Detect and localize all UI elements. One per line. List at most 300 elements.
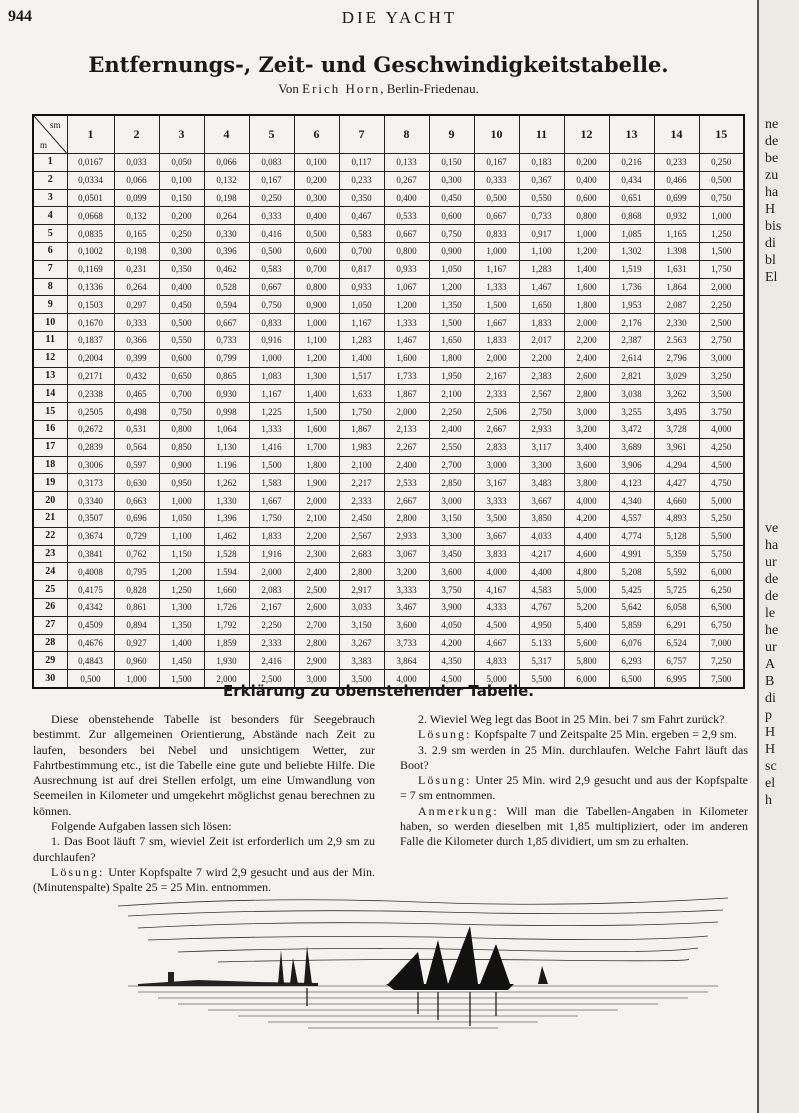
table-cell: 2.563 — [654, 331, 699, 349]
table-cell: 0,833 — [249, 314, 294, 332]
table-cell: 0,416 — [249, 225, 294, 243]
table-cell: 0,861 — [114, 598, 159, 616]
table-cell: 2,250 — [699, 296, 744, 314]
table-cell: 5,725 — [654, 581, 699, 599]
table-cell: 2,600 — [294, 598, 339, 616]
table-cell: 0,250 — [159, 225, 204, 243]
table-cell: 5,500 — [519, 670, 564, 688]
table-cell: 1,350 — [429, 296, 474, 314]
table-cell: 0,0835 — [67, 225, 114, 243]
table-cell: 2,400 — [564, 349, 609, 367]
table-cell: 4,333 — [474, 598, 519, 616]
table-cell: 0,2505 — [67, 403, 114, 421]
reflections — [307, 988, 496, 1026]
table-cell: 4,200 — [564, 509, 609, 527]
table-cell: 6,757 — [654, 652, 699, 670]
table-cell: 0,960 — [114, 652, 159, 670]
table-cell: 5,859 — [609, 616, 654, 634]
table-cell: 2,267 — [384, 438, 429, 456]
table-cell: 2,000 — [474, 349, 519, 367]
table-cell: 0,817 — [339, 260, 384, 278]
byline-location: , Berlin-Friedenau. — [380, 81, 479, 96]
table-cell: 4,750 — [699, 474, 744, 492]
table-cell: 1,500 — [159, 670, 204, 688]
table-row — [33, 296, 744, 314]
adjacent-page-fragment: ne — [765, 117, 779, 132]
table-cell: 0,733 — [519, 207, 564, 225]
table-cell: 0,2672 — [67, 420, 114, 438]
table-cell: 4,000 — [474, 563, 519, 581]
table-row — [33, 278, 744, 296]
table-cell: 0,117 — [339, 154, 384, 172]
row-header-minutes: 24 — [33, 563, 67, 581]
page-title: Entfernungs-, Zeit- und Geschwindigkeitstabelle. — [88, 52, 669, 77]
table-cell: 0,795 — [114, 563, 159, 581]
paragraph: Folgende Aufgaben lassen sich lösen: — [51, 819, 232, 834]
table-cell: 6,500 — [609, 670, 654, 688]
table-cell: 3,000 — [429, 492, 474, 510]
table-cell: 0,333 — [114, 314, 159, 332]
table-cell: 1,583 — [249, 474, 294, 492]
table-cell: 4,250 — [699, 438, 744, 456]
table-cell: 2,796 — [654, 349, 699, 367]
table-cell: 4,950 — [519, 616, 564, 634]
table-cell: 0,850 — [159, 438, 204, 456]
table-cell: 0,133 — [384, 154, 429, 172]
table-cell: 1,792 — [204, 616, 249, 634]
table-cell: 0,500 — [159, 314, 204, 332]
table-cell: 0,833 — [474, 225, 519, 243]
table-cell: 4,500 — [429, 670, 474, 688]
table-cell: 0,667 — [384, 225, 429, 243]
table-cell: 1,067 — [384, 278, 429, 296]
paragraph — [400, 727, 748, 742]
table-cell: 3,150 — [339, 616, 384, 634]
corner-label-m: m — [40, 140, 48, 150]
table-cell: 6,000 — [699, 563, 744, 581]
adjacent-page-text-bottom — [759, 520, 799, 809]
table-cell: 3,600 — [564, 456, 609, 474]
table-cell: 0,700 — [294, 260, 339, 278]
table-cell: 2,167 — [249, 598, 294, 616]
table-cell: 1,000 — [699, 207, 744, 225]
table-cell: 1,300 — [159, 598, 204, 616]
table-cell: 2,333 — [339, 492, 384, 510]
column-header: 11 — [519, 115, 564, 154]
table-cell: 2,500 — [699, 314, 744, 332]
note-text: Will man die Tabellen-Angaben in Kilometer haben, so werden dieselben mit 1,85 multipliziert, oder im anderen Falle die Kilometer durch 1,85 dividiert, um sm zu erhalten. — [400, 803, 748, 849]
table-cell: 0,600 — [294, 242, 339, 260]
table-body — [33, 154, 744, 688]
paragraph — [400, 773, 748, 804]
table-cell: 2,100 — [429, 385, 474, 403]
table-row — [33, 242, 744, 260]
table-cell: 4,350 — [429, 652, 474, 670]
table-cell: 0,700 — [339, 242, 384, 260]
table-cell: 5,400 — [564, 616, 609, 634]
table-cell: 5,642 — [609, 598, 654, 616]
table-cell: 4,200 — [429, 634, 474, 652]
table-cell: 1,100 — [159, 527, 204, 545]
table-cell: 0,350 — [159, 260, 204, 278]
table-cell: 0,750 — [429, 225, 474, 243]
explanation-left-column — [33, 712, 375, 896]
table-cell: 2,500 — [249, 670, 294, 688]
distance-time-speed-table — [32, 114, 741, 684]
row-header-minutes: 14 — [33, 385, 67, 403]
row-header-minutes: 18 — [33, 456, 67, 474]
adjacent-page-fragment: de — [765, 134, 779, 149]
table-cell: 2,750 — [519, 403, 564, 421]
adjacent-page-fragment: ur — [765, 555, 777, 570]
table-cell: 1,726 — [204, 598, 249, 616]
table-row — [33, 438, 744, 456]
table-cell: 3,500 — [699, 385, 744, 403]
table-cell: 1,350 — [159, 616, 204, 634]
table-cell: 4,000 — [699, 420, 744, 438]
table-cell: 1,859 — [204, 634, 249, 652]
table-cell: 0,600 — [564, 189, 609, 207]
row-header-minutes: 8 — [33, 278, 67, 296]
table-cell: 1,150 — [159, 545, 204, 563]
table-cell: 1,916 — [249, 545, 294, 563]
table-cell: 4,167 — [474, 581, 519, 599]
table-cell: 3,150 — [429, 509, 474, 527]
table-row — [33, 509, 744, 527]
table-cell: 0,2839 — [67, 438, 114, 456]
table-cell: 2,000 — [294, 492, 339, 510]
table-cell: 1,000 — [294, 314, 339, 332]
table-cell: 3,000 — [564, 403, 609, 421]
table-cell: 1,633 — [339, 385, 384, 403]
table-cell: 2,400 — [294, 563, 339, 581]
table-cell: 0,4843 — [67, 652, 114, 670]
table-cell: 0,4175 — [67, 581, 114, 599]
paragraph: 2. Wieviel Weg legt das Boot in 25 Min. bei 7 sm Fahrt zurück? — [418, 712, 725, 726]
table-cell: 1,283 — [339, 331, 384, 349]
table-cell: 4,340 — [609, 492, 654, 510]
table-cell: 1,660 — [204, 581, 249, 599]
column-header: 8 — [384, 115, 429, 154]
table-cell: 1,983 — [339, 438, 384, 456]
table-cell: 2,387 — [609, 331, 654, 349]
table-cell: 0,150 — [429, 154, 474, 172]
table-cell: 0,950 — [159, 474, 204, 492]
adjacent-page-fragment: zu — [765, 168, 779, 183]
table-cell: 1,283 — [519, 260, 564, 278]
table-row — [33, 634, 744, 652]
table-cell: 2,750 — [699, 331, 744, 349]
table-cell: 7,000 — [699, 634, 744, 652]
table-cell: 3,333 — [474, 492, 519, 510]
table-cell: 4,600 — [564, 545, 609, 563]
table-cell: 1,200 — [294, 349, 339, 367]
table-cell: 1,064 — [204, 420, 249, 438]
table-cell: 3,250 — [699, 367, 744, 385]
main-sailboats — [386, 926, 514, 990]
row-header-minutes: 10 — [33, 314, 67, 332]
table-cell: 0,3340 — [67, 492, 114, 510]
table-cell: 1,250 — [159, 581, 204, 599]
row-header-minutes: 17 — [33, 438, 67, 456]
table-cell: 4,991 — [609, 545, 654, 563]
table-cell: 1,000 — [564, 225, 609, 243]
adjacent-page-fragment: le — [765, 606, 776, 621]
table-cell: 5.133 — [519, 634, 564, 652]
table-cell: 2,100 — [339, 456, 384, 474]
table-cell: 0,667 — [204, 314, 249, 332]
table-cell: 0,462 — [204, 260, 249, 278]
table-cell: 4,500 — [699, 456, 744, 474]
table-cell: 2,667 — [384, 492, 429, 510]
table-cell: 3,900 — [429, 598, 474, 616]
table-cell: 1,600 — [564, 278, 609, 296]
column-header: 3 — [159, 115, 204, 154]
table-cell: 2,000 — [384, 403, 429, 421]
table-cell: 0,900 — [294, 296, 339, 314]
table-cell: 0,2004 — [67, 349, 114, 367]
table-cell: 1,416 — [249, 438, 294, 456]
table-cell: 4,767 — [519, 598, 564, 616]
row-header-minutes: 30 — [33, 670, 67, 688]
table-cell: 1,300 — [294, 367, 339, 385]
table-cell: 0,100 — [159, 171, 204, 189]
row-header-minutes: 4 — [33, 207, 67, 225]
row-header-minutes: 1 — [33, 154, 67, 172]
table-cell: 2,083 — [249, 581, 294, 599]
table-cell: 3,333 — [384, 581, 429, 599]
table-cell: 1,500 — [249, 456, 294, 474]
table-row — [33, 545, 744, 563]
table-cell: 2,550 — [429, 438, 474, 456]
table-cell: 1,517 — [339, 367, 384, 385]
page-number: 944 — [8, 8, 32, 25]
table-cell: 0,066 — [204, 154, 249, 172]
table-cell: 2,330 — [654, 314, 699, 332]
table-cell: 2,917 — [339, 581, 384, 599]
table-cell: 1,250 — [699, 225, 744, 243]
harbor-sailboats-illustration — [118, 888, 728, 1048]
table-cell: 0,1169 — [67, 260, 114, 278]
table-row — [33, 456, 744, 474]
table-cell: 3,906 — [609, 456, 654, 474]
table-cell: 1,650 — [519, 296, 564, 314]
adjacent-page-fragment: H — [765, 742, 776, 757]
table-cell: 0,200 — [564, 154, 609, 172]
table-cell: 0,183 — [519, 154, 564, 172]
table-cell: 3,600 — [384, 616, 429, 634]
table-cell: 1,200 — [429, 278, 474, 296]
table-cell: 3,483 — [519, 474, 564, 492]
table-cell: 2,200 — [564, 331, 609, 349]
column-header: 2 — [114, 115, 159, 154]
table-cell: 1,400 — [159, 634, 204, 652]
table-cell: 0,264 — [204, 207, 249, 225]
table-cell: 4,050 — [429, 616, 474, 634]
table-cell: 2,000 — [204, 670, 249, 688]
adjacent-page-fragment: de — [765, 572, 779, 587]
table-cell: 0,600 — [159, 349, 204, 367]
table-cell: 1,930 — [204, 652, 249, 670]
table-cell: 3,300 — [519, 456, 564, 474]
table-cell: 1,083 — [249, 367, 294, 385]
table-cell: 0,198 — [204, 189, 249, 207]
table-cell: 6,750 — [699, 616, 744, 634]
row-header-minutes: 12 — [33, 349, 67, 367]
table-cell: 4,000 — [384, 670, 429, 688]
table-cell: 0,465 — [114, 385, 159, 403]
table-cell: 2,250 — [429, 403, 474, 421]
table-cell: 1,528 — [204, 545, 249, 563]
table-cell: 1,500 — [474, 296, 519, 314]
table-cell: 0,132 — [204, 171, 249, 189]
row-header-minutes: 9 — [33, 296, 67, 314]
table-cell: 0,699 — [654, 189, 699, 207]
table-cell: 5,000 — [474, 670, 519, 688]
table-cell: 0,300 — [429, 171, 474, 189]
table-cell: 1,330 — [204, 492, 249, 510]
row-header-minutes: 6 — [33, 242, 67, 260]
table-cell: 0,250 — [249, 189, 294, 207]
table-cell: 4,583 — [519, 581, 564, 599]
table-cell: 0,4676 — [67, 634, 114, 652]
row-header-minutes: 29 — [33, 652, 67, 670]
table-cell: 0,167 — [249, 171, 294, 189]
table-row — [33, 598, 744, 616]
table-cell: 2,200 — [519, 349, 564, 367]
table-cell: 0,4342 — [67, 598, 114, 616]
table-cell: 2,200 — [294, 527, 339, 545]
row-header-minutes: 13 — [33, 367, 67, 385]
table-cell: 1,500 — [429, 314, 474, 332]
table-cell: 0,750 — [249, 296, 294, 314]
table-cell: 0,4509 — [67, 616, 114, 634]
table-row — [33, 171, 744, 189]
table-cell: 0,933 — [339, 278, 384, 296]
table-cell: 3,600 — [429, 563, 474, 581]
table-cell: 2,533 — [384, 474, 429, 492]
table-cell: 5,200 — [564, 598, 609, 616]
table-cell: 1,396 — [204, 509, 249, 527]
table-row — [33, 225, 744, 243]
adjacent-page-fragment: bis — [765, 219, 782, 234]
table-cell: 0,550 — [159, 331, 204, 349]
table-cell: 4,800 — [564, 563, 609, 581]
adjacent-page-edge — [757, 0, 799, 1113]
table-cell: 0,930 — [204, 385, 249, 403]
table-cell: 0,900 — [429, 242, 474, 260]
table-cell: 3,262 — [654, 385, 699, 403]
adjacent-page-fragment: he — [765, 623, 779, 638]
table-cell: 5,128 — [654, 527, 699, 545]
table-cell: 2,400 — [429, 420, 474, 438]
column-header: 15 — [699, 115, 744, 154]
table-cell: 3,255 — [609, 403, 654, 421]
table-cell: 1,167 — [249, 385, 294, 403]
table-row — [33, 207, 744, 225]
table-cell: 1,500 — [294, 403, 339, 421]
adjacent-page-fragment: h — [765, 793, 772, 808]
column-header: 6 — [294, 115, 339, 154]
table-cell: 0,500 — [474, 189, 519, 207]
table-cell: 2,900 — [294, 652, 339, 670]
table-cell: 4,500 — [474, 616, 519, 634]
table-cell: 4,427 — [654, 474, 699, 492]
table-cell: 7,500 — [699, 670, 744, 688]
table-cell: 0,799 — [204, 349, 249, 367]
table-cell: 0,4008 — [67, 563, 114, 581]
table-cell: 3,833 — [474, 545, 519, 563]
table-cell: 0,729 — [114, 527, 159, 545]
table-row — [33, 403, 744, 421]
column-header: 14 — [654, 115, 699, 154]
table-cell: 6,058 — [654, 598, 699, 616]
table-row — [33, 349, 744, 367]
table-cell: 1,333 — [384, 314, 429, 332]
table-cell: 0,564 — [114, 438, 159, 456]
table-cell: 2,383 — [519, 367, 564, 385]
table-cell: 2,800 — [339, 563, 384, 581]
table-cell: 0,333 — [474, 171, 519, 189]
table — [32, 114, 745, 689]
table-cell: 1,000 — [159, 492, 204, 510]
table-row — [33, 652, 744, 670]
table-cell: 0,800 — [384, 242, 429, 260]
table-cell: 4,123 — [609, 474, 654, 492]
table-cell: 2,700 — [294, 616, 339, 634]
adjacent-page-fragment: ha — [765, 185, 779, 200]
table-cell: 3,400 — [564, 438, 609, 456]
table-cell: 0,750 — [699, 189, 744, 207]
table-cell: 6,293 — [609, 652, 654, 670]
adjacent-page-fragment: H — [765, 202, 776, 217]
row-header-minutes: 28 — [33, 634, 67, 652]
table-cell: 0,667 — [249, 278, 294, 296]
table-cell: 1,200 — [159, 563, 204, 581]
row-header-minutes: 25 — [33, 581, 67, 599]
column-header: 10 — [474, 115, 519, 154]
table-cell: 1,302 — [609, 242, 654, 260]
column-header: 9 — [429, 115, 474, 154]
table-cell: 0,083 — [249, 154, 294, 172]
adjacent-page-text-top — [759, 116, 799, 286]
table-cell: 1,400 — [564, 260, 609, 278]
table-cell: 5,600 — [564, 634, 609, 652]
table-cell: 0,450 — [429, 189, 474, 207]
table-cell: 5,425 — [609, 581, 654, 599]
table-cell: 0,528 — [204, 278, 249, 296]
table-cell: 0,132 — [114, 207, 159, 225]
table-cell: 0,099 — [114, 189, 159, 207]
table-cell: 5,750 — [699, 545, 744, 563]
table-cell: 4,217 — [519, 545, 564, 563]
table-cell: 7,250 — [699, 652, 744, 670]
row-header-minutes: 16 — [33, 420, 67, 438]
row-header-minutes: 11 — [33, 331, 67, 349]
table-cell: 1,167 — [474, 260, 519, 278]
table-row — [33, 420, 744, 438]
table-cell: 3,117 — [519, 438, 564, 456]
row-header-minutes: 2 — [33, 171, 67, 189]
explanation-right-column — [400, 712, 748, 850]
table-cell: 1,650 — [429, 331, 474, 349]
table-cell: 1,800 — [429, 349, 474, 367]
table-cell: 2,500 — [294, 581, 339, 599]
table-cell: 2,333 — [249, 634, 294, 652]
table-cell: 1,050 — [429, 260, 474, 278]
table-cell: 0,050 — [159, 154, 204, 172]
table-cell: 3,733 — [384, 634, 429, 652]
